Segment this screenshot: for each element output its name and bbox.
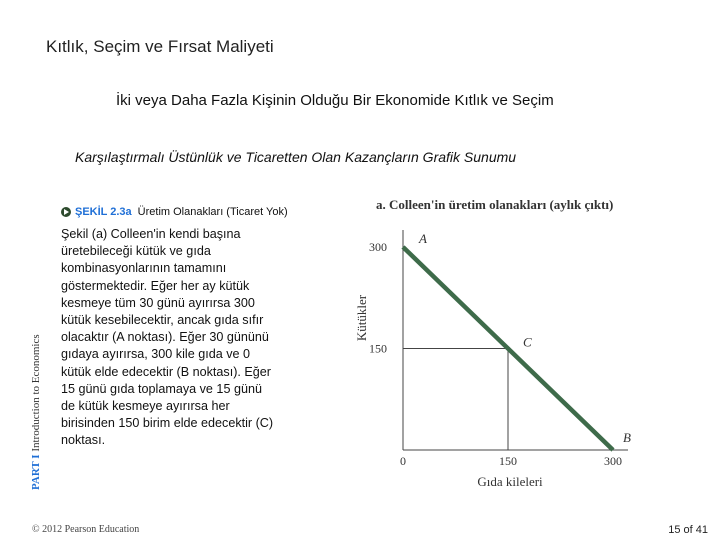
figure-number: ŞEKİL 2.3a xyxy=(75,206,132,218)
chart-title: a. Colleen'in üretim olanakları (aylık çıktı) xyxy=(376,197,614,212)
slide-title: Kıtlık, Seçim ve Fırsat Maliyeti xyxy=(46,37,274,56)
figure-description: Şekil (a) Colleen'in kendi başına üretebileceği kütük ve gıda kombinasyonlarının tamamını göstermektedir. Eğer her ay kütük kesmeye tüm 30 günü ayırırsa 300 kütük kesebilecektir, ancak gıda sıfır olacaktır (A noktası). Eğer 30 gününü gıdaya ayırırsa, 300 kile gıda ve 0 kütük elde edecektir (B noktası). Eğer 15 günü gıda toplamaya ve 15 günü de kütük kesmeye ayırırsa her birisinden 150 birim elde edecektir (C) noktası. xyxy=(61,227,274,448)
side-label-part: PART I xyxy=(30,454,42,490)
y-axis-label: Kütükler xyxy=(354,294,369,342)
copyright: © 2012 Pearson Education xyxy=(32,524,140,535)
figure-title: Üretim Olanakları (Ticaret Yok) xyxy=(137,206,288,218)
slide-subtitle: İki veya Daha Fazla Kişinin Olduğu Bir Ekonomide Kıtlık ve Seçim xyxy=(116,92,554,109)
x-axis-label: Gıda kileleri xyxy=(477,474,543,489)
y-tick-label-300: 300 xyxy=(369,240,387,254)
x-tick-label-0: 0 xyxy=(400,454,406,468)
point-label-A: A xyxy=(419,231,427,246)
point-label-C: C xyxy=(523,334,532,350)
side-label-text: Introduction to Economics xyxy=(30,334,42,452)
page-number: 15 of 41 xyxy=(668,524,708,536)
x-tick-label-300: 300 xyxy=(604,454,622,468)
x-tick-label-150: 150 xyxy=(499,454,517,468)
section-heading: Karşılaştırmalı Üstünlük ve Ticaretten Olan Kazançların Grafik Sunumu xyxy=(75,149,517,165)
point-label-B: B xyxy=(623,430,631,445)
y-tick-label-150: 150 xyxy=(369,341,387,356)
